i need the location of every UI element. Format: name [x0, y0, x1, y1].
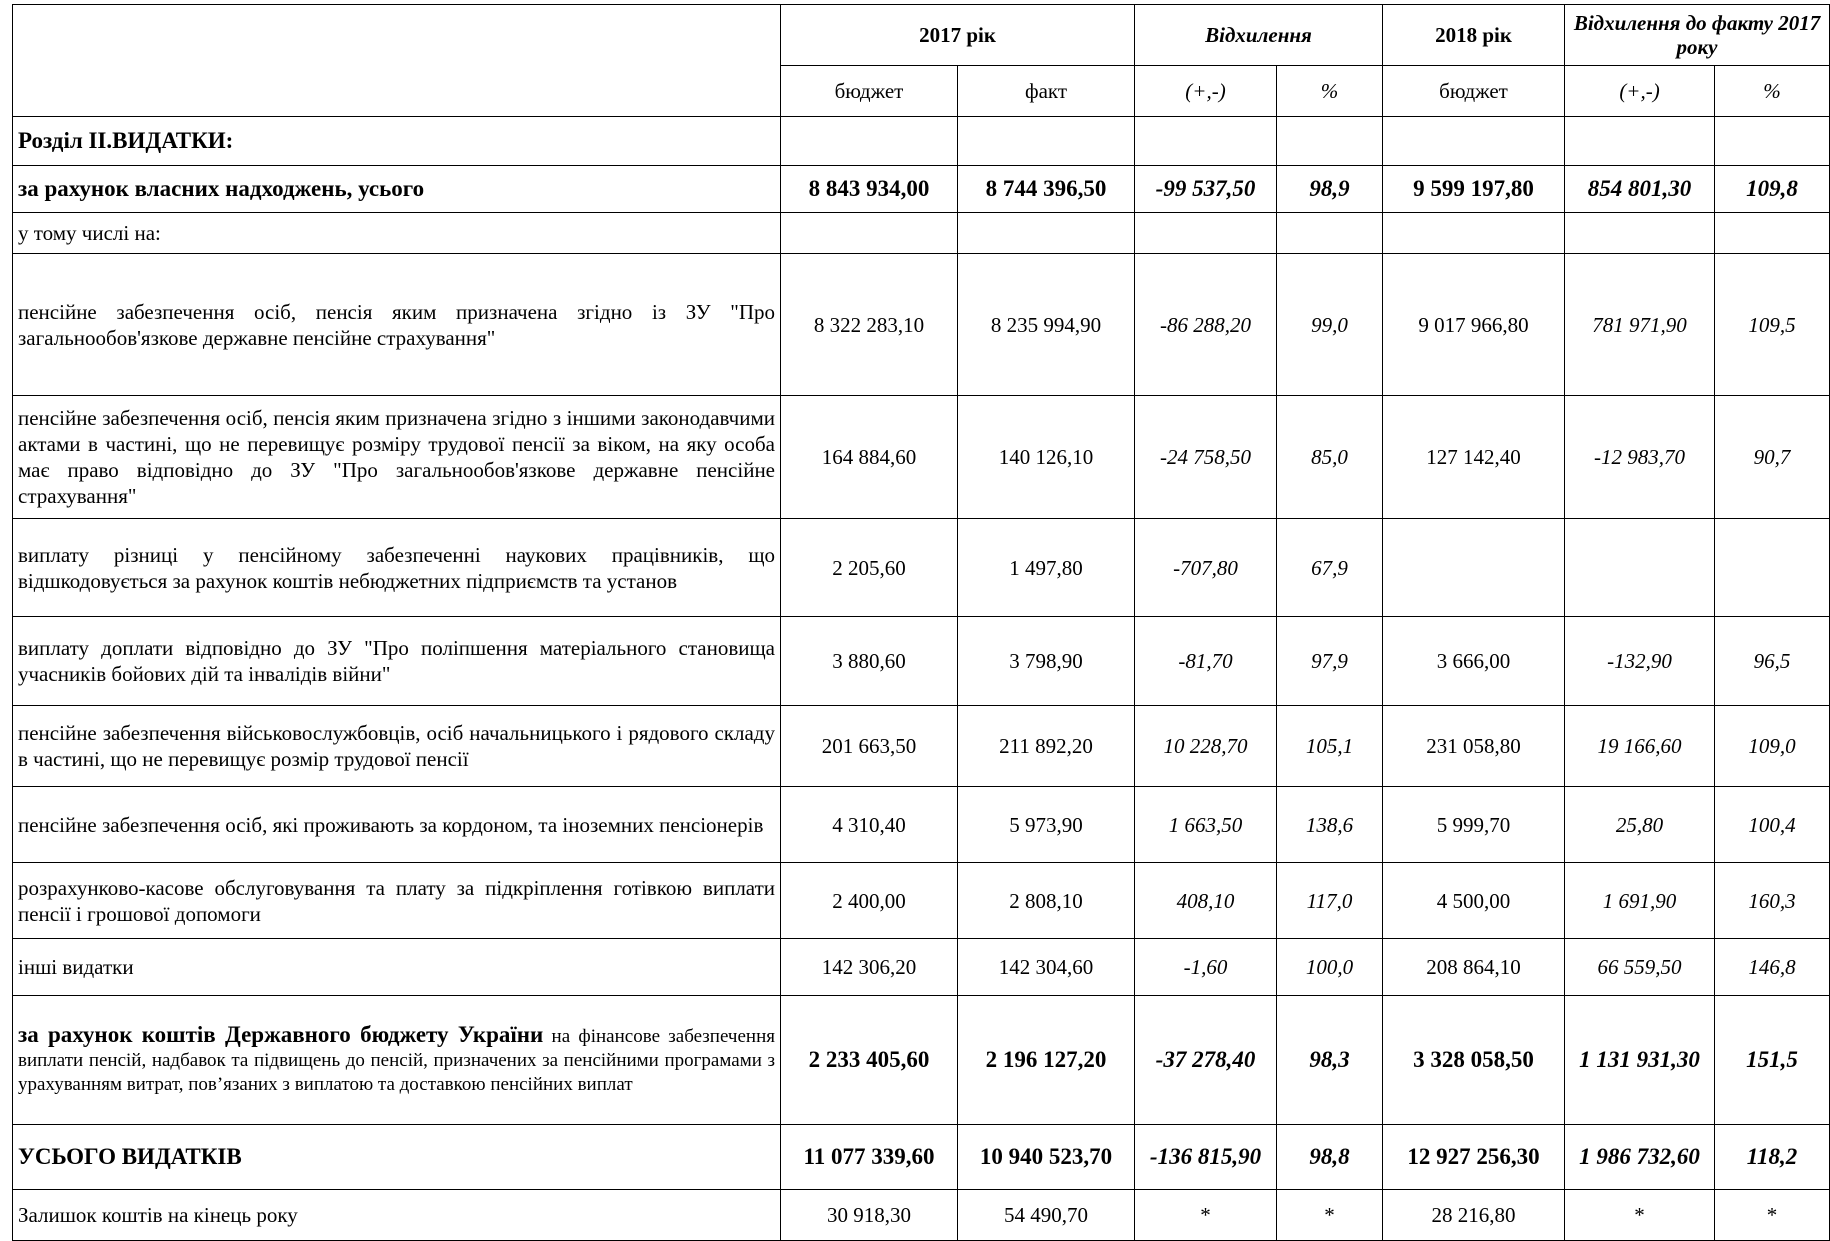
- row-label: інші видатки: [13, 939, 781, 996]
- table-cell: 117,0: [1277, 863, 1383, 939]
- table-cell: -132,90: [1565, 617, 1715, 706]
- table-cell: 96,5: [1715, 617, 1830, 706]
- table-cell: 3 880,60: [781, 617, 958, 706]
- table-cell: 781 971,90: [1565, 254, 1715, 396]
- table-cell: -12 983,70: [1565, 396, 1715, 519]
- balance-label: Залишок коштів на кінець року: [13, 1190, 781, 1241]
- table-cell: 854 801,30: [1565, 166, 1715, 213]
- subheader-percent-2: %: [1715, 66, 1830, 117]
- table-cell: 1 986 732,60: [1565, 1125, 1715, 1190]
- table-cell: 164 884,60: [781, 396, 958, 519]
- table-cell: 151,5: [1715, 996, 1830, 1125]
- table-cell: 98,8: [1277, 1125, 1383, 1190]
- table-cell: 3 666,00: [1383, 617, 1565, 706]
- table-cell: 231 058,80: [1383, 706, 1565, 787]
- table-cell: 140 126,10: [958, 396, 1135, 519]
- table-row: [13, 396, 1830, 519]
- table-cell: 127 142,40: [1383, 396, 1565, 519]
- table-cell: 100,0: [1277, 939, 1383, 996]
- table-row: [13, 863, 1830, 939]
- table-cell: 9 017 966,80: [1383, 254, 1565, 396]
- table-cell: 160,3: [1715, 863, 1830, 939]
- state-budget-label-rest: на фінансове забезпечення виплати пенсій, надбавок та підвищень до пенсій, призначених за пенсійними програмами з урахуванням витрат, пов’язаних з виплатою та доставкою пенсійних виплат: [18, 1026, 776, 1095]
- table-cell: 142 304,60: [958, 939, 1135, 996]
- table-cell: 12 927 256,30: [1383, 1125, 1565, 1190]
- state-budget-label-bold: за рахунок коштів Державного бюджету України: [18, 1022, 544, 1047]
- table-cell: 1 691,90: [1565, 863, 1715, 939]
- table-cell: 8 235 994,90: [958, 254, 1135, 396]
- header-deviation: Відхилення: [1135, 5, 1383, 66]
- subheader-fact: факт: [958, 66, 1135, 117]
- table-cell: [1565, 519, 1715, 617]
- table-cell: -37 278,40: [1135, 996, 1277, 1125]
- table-cell: 2 400,00: [781, 863, 958, 939]
- row-label: розрахунково-касове обслуговування та плату за підкріплення готівкою виплати пенсії і грошової допомоги: [13, 863, 781, 939]
- table-cell: -24 758,50: [1135, 396, 1277, 519]
- header-2017: 2017 рік: [781, 5, 1135, 66]
- table-cell: *: [1565, 1190, 1715, 1241]
- row-label: пенсійне забезпечення військовослужбовців, осіб начальницького і рядового складу в частині, що не перевищує розмір трудової пенсії: [13, 706, 781, 787]
- table-row: [13, 939, 1830, 996]
- table-cell: 99,0: [1277, 254, 1383, 396]
- table-cell: 109,5: [1715, 254, 1830, 396]
- table-cell: *: [1715, 1190, 1830, 1241]
- table-cell: 211 892,20: [958, 706, 1135, 787]
- row-label: пенсійне забезпечення осіб, які проживають за кордоном, та іноземних пенсіонерів: [13, 787, 781, 863]
- table-cell: 98,3: [1277, 996, 1383, 1125]
- table-cell: -1,60: [1135, 939, 1277, 996]
- table-row: [13, 617, 1830, 706]
- table-cell: 1 663,50: [1135, 787, 1277, 863]
- header-row-1: [13, 5, 1830, 66]
- expenditure-table: [12, 4, 1830, 1241]
- table-cell: 10 940 523,70: [958, 1125, 1135, 1190]
- table-cell: 201 663,50: [781, 706, 958, 787]
- table-row: [13, 254, 1830, 396]
- table-cell: 208 864,10: [1383, 939, 1565, 996]
- table-cell: 4 500,00: [1383, 863, 1565, 939]
- table-cell: -99 537,50: [1135, 166, 1277, 213]
- balance-row: [13, 1190, 1830, 1241]
- table-row: [13, 787, 1830, 863]
- total-label: УСЬОГО ВИДАТКІВ: [13, 1125, 781, 1190]
- table-cell: 8 322 283,10: [781, 254, 958, 396]
- state-budget-row: [13, 996, 1830, 1125]
- table-cell: *: [1277, 1190, 1383, 1241]
- subheader-percent: %: [1277, 66, 1383, 117]
- table-cell: 118,2: [1715, 1125, 1830, 1190]
- subheader-plusminus: (+,-): [1135, 66, 1277, 117]
- table-cell: 66 559,50: [1565, 939, 1715, 996]
- section-title-row: [13, 117, 1830, 166]
- table-cell: 10 228,70: [1135, 706, 1277, 787]
- subheader-budget-2018: бюджет: [1383, 66, 1565, 117]
- table-cell: 90,7: [1715, 396, 1830, 519]
- header-deviation-fact: Відхилення до факту 2017 року: [1565, 5, 1830, 66]
- table-cell: 19 166,60: [1565, 706, 1715, 787]
- table-cell: 1 131 931,30: [1565, 996, 1715, 1125]
- table-cell: 9 599 197,80: [1383, 166, 1565, 213]
- table-cell: 146,8: [1715, 939, 1830, 996]
- table-cell: 30 918,30: [781, 1190, 958, 1241]
- table-cell: 11 077 339,60: [781, 1125, 958, 1190]
- table-cell: 5 999,70: [1383, 787, 1565, 863]
- table-cell: 2 205,60: [781, 519, 958, 617]
- table-cell: -707,80: [1135, 519, 1277, 617]
- table-cell: 408,10: [1135, 863, 1277, 939]
- table-cell: 109,0: [1715, 706, 1830, 787]
- own-total-row: [13, 166, 1830, 213]
- table-cell: -86 288,20: [1135, 254, 1277, 396]
- subheader-plusminus-2: (+,-): [1565, 66, 1715, 117]
- row-label: пенсійне забезпечення осіб, пенсія яким призначена згідно з іншими законодавчими актами в частині, що не перевищує розміру трудової пенсії за віком, на яку особа має право відповідно до ЗУ "Про загальнообов'язкове державне пенсійне страхування": [13, 396, 781, 519]
- table-cell: 85,0: [1277, 396, 1383, 519]
- table-cell: 4 310,40: [781, 787, 958, 863]
- table-cell: 5 973,90: [958, 787, 1135, 863]
- table-cell: 3 798,90: [958, 617, 1135, 706]
- section-title: Розділ ІІ.ВИДАТКИ:: [13, 117, 781, 166]
- table-cell: 2 808,10: [958, 863, 1135, 939]
- table-cell: 105,1: [1277, 706, 1383, 787]
- state-budget-label: [13, 996, 781, 1125]
- table-cell: 97,9: [1277, 617, 1383, 706]
- table-cell: 8 744 396,50: [958, 166, 1135, 213]
- row-label: пенсійне забезпечення осіб, пенсія яким призначена згідно із ЗУ "Про загальнообов'язкове державне пенсійне страхування": [13, 254, 781, 396]
- row-label: виплату доплати відповідно до ЗУ "Про поліпшення матеріального становища учасників бойових дій та інвалідів війни": [13, 617, 781, 706]
- header-blank-cell: [13, 5, 781, 117]
- table-cell: 54 490,70: [958, 1190, 1135, 1241]
- table-row: [13, 519, 1830, 617]
- table-cell: 100,4: [1715, 787, 1830, 863]
- table-cell: [1715, 519, 1830, 617]
- table-cell: -136 815,90: [1135, 1125, 1277, 1190]
- table-cell: 25,80: [1565, 787, 1715, 863]
- table-cell: 28 216,80: [1383, 1190, 1565, 1241]
- budget-table-page: [12, 4, 1830, 1241]
- subheader-budget: бюджет: [781, 66, 958, 117]
- table-cell: *: [1135, 1190, 1277, 1241]
- including-row: [13, 213, 1830, 254]
- own-total-label: за рахунок власних надходжень, усього: [13, 166, 781, 213]
- header-2018: 2018 рік: [1383, 5, 1565, 66]
- table-cell: 3 328 058,50: [1383, 996, 1565, 1125]
- table-cell: [1383, 519, 1565, 617]
- table-cell: 67,9: [1277, 519, 1383, 617]
- including-label: у тому числі на:: [13, 213, 781, 254]
- table-cell: 1 497,80: [958, 519, 1135, 617]
- table-cell: 2 233 405,60: [781, 996, 958, 1125]
- table-cell: 8 843 934,00: [781, 166, 958, 213]
- table-row: [13, 706, 1830, 787]
- table-cell: 142 306,20: [781, 939, 958, 996]
- table-cell: 138,6: [1277, 787, 1383, 863]
- table-cell: 98,9: [1277, 166, 1383, 213]
- table-cell: 2 196 127,20: [958, 996, 1135, 1125]
- table-cell: -81,70: [1135, 617, 1277, 706]
- total-row: [13, 1125, 1830, 1190]
- table-cell: 109,8: [1715, 166, 1830, 213]
- row-label: виплату різниці у пенсійному забезпеченні наукових працівників, що відшкодовується за рахунок коштів небюджетних підприємств та установ: [13, 519, 781, 617]
